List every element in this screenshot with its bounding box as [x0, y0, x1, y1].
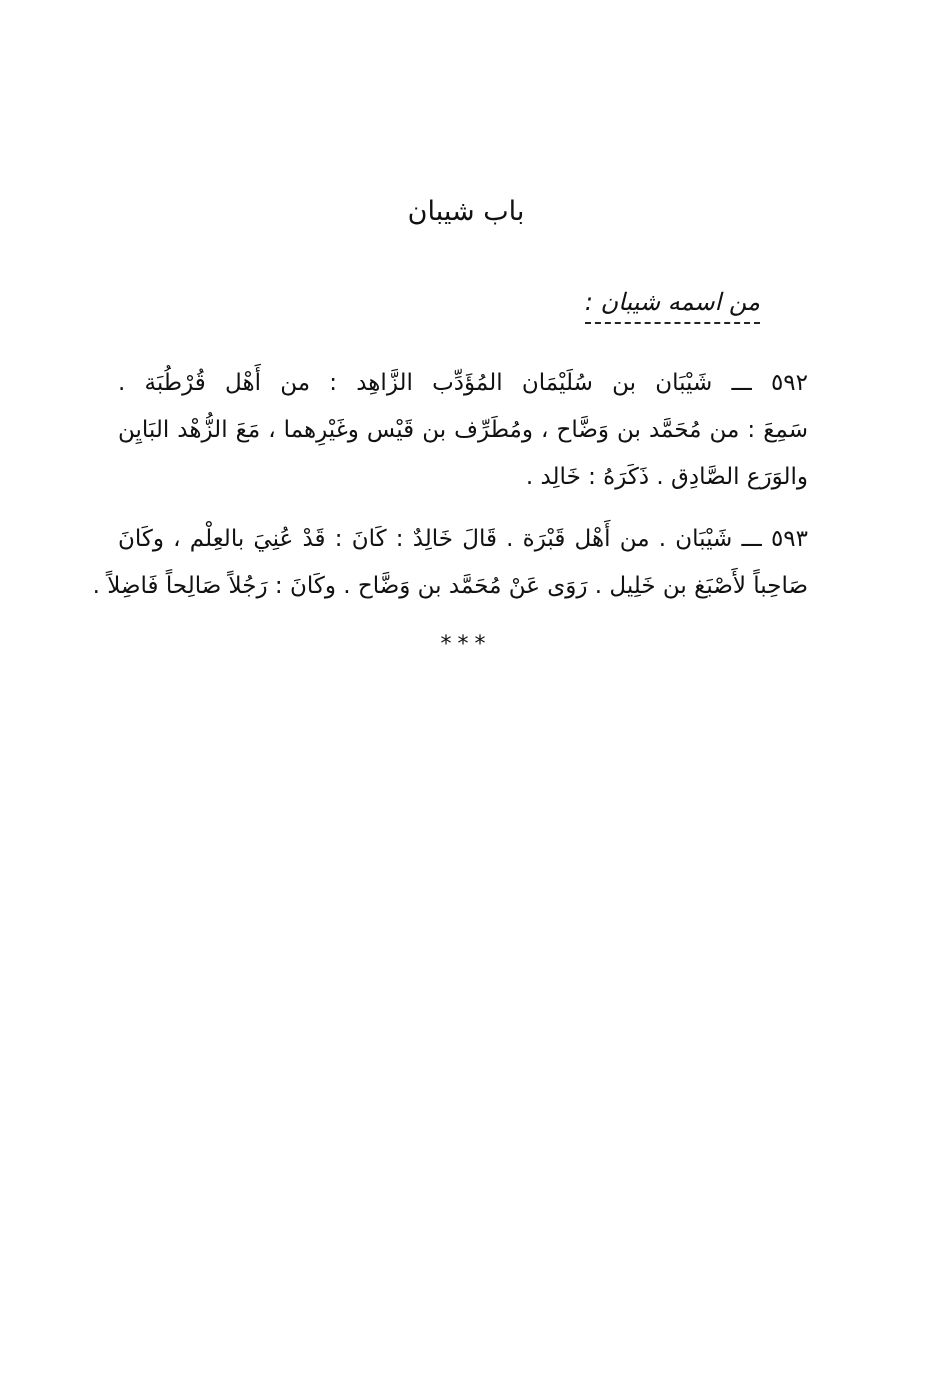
entry-line: والوَرَع الصَّادِق . ذَكَرَهُ : خَالِد . [525, 464, 808, 490]
entry-line: صَاحِباً لأَصْبَغ بن خَلِيل . رَوَى عَنْ مُحَمَّد بن وَضَّاح . وكَانَ : رَجُلاً صَالِحاً فَاضِلاً . [92, 573, 808, 599]
entry-line: سَمِعَ : من مُحَمَّد بن وَضَّاح ، ومُطَرِّف بن قَيْس وغَيْرِهما ، مَعَ الزُّهْد البَايِن [118, 417, 808, 443]
entry-line: ٥٩٣ ـــ شَيْبَان . من أَهْل قَبْرَة . قَالَ خَالِدٌ : كَانَ : قَدْ عُنِيَ بالعِلْم ، وكَانَ [118, 526, 808, 552]
chapter-title: باب شيبان [407, 196, 525, 227]
section-end-mark: *** [440, 632, 492, 657]
handwritten-subheading: من اسمه شيبان : [585, 288, 760, 324]
biography-entry [92, 516, 808, 610]
entry-line: ٥٩٢ ـــ شَيْبَان بن سُلَيْمَان المُؤَدِّب الزَّاهِد : من أَهْل قُرْطُبَة . [118, 370, 808, 396]
biography-entry [118, 360, 808, 501]
